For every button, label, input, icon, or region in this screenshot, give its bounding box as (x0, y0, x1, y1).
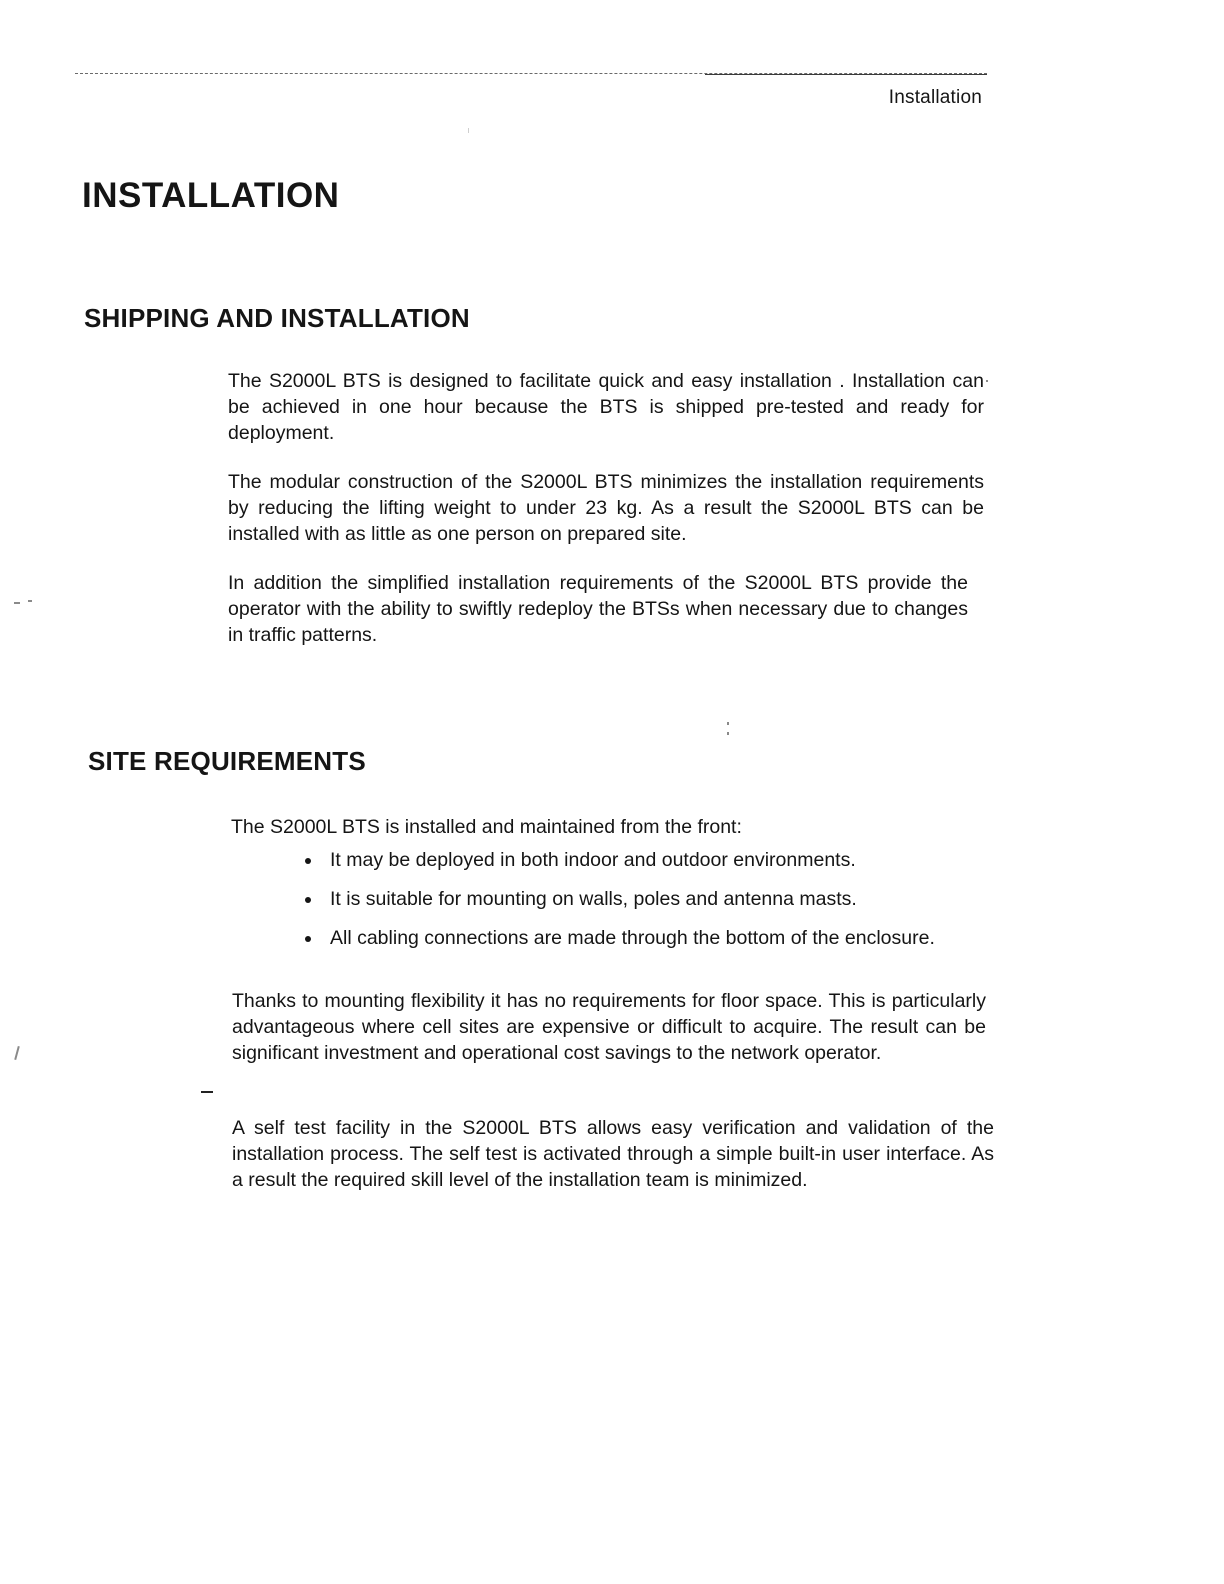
site-requirements-paragraph-2: A self test facility in the S2000L BTS allows easy verification and validation of the installation process. The self test is activated through a simple built-in user interface. As a result the required skill level of the installation team is minimized. (232, 1117, 994, 1191)
scan-speck (727, 722, 729, 725)
list-item-text: It is suitable for mounting on walls, poles and antenna masts. (330, 888, 857, 910)
list-item (302, 847, 990, 873)
running-head: Installation (888, 87, 982, 108)
list-item (302, 925, 990, 951)
shipping-paragraph-3: In addition the simplified installation requirements of the S2000L BTS provide the operator with the ability to swiftly redeploy the BTSs when necessary due to changes in traffic patterns. (228, 572, 968, 646)
margin-change-mark (201, 1091, 213, 1093)
bullet-icon (305, 936, 311, 942)
bullet-icon (305, 858, 311, 864)
scan-speck (727, 732, 729, 735)
page-title: INSTALLATION (82, 176, 340, 215)
scan-speck (14, 602, 20, 604)
header-rule-right (705, 74, 987, 75)
scan-speck (468, 128, 469, 133)
shipping-paragraph-2: The modular construction of the S2000L BTS minimizes the installation requirements by reducing the lifting weight to under 23 kg. As a result the S2000L BTS can be installed with as little as one person on prepared site. (228, 471, 984, 545)
section-heading-shipping: SHIPPING AND INSTALLATION (84, 303, 470, 333)
list-item-text: It may be deployed in both indoor and outdoor environments. (330, 849, 856, 871)
scan-speck (14, 1046, 20, 1060)
site-requirements-list (302, 847, 990, 964)
shipping-paragraph-1: The S2000L BTS is designed to facilitate quick and easy installation . Installation can be achieved in one hour because the BTS is shipped pre-tested and ready for deployment. (228, 370, 984, 444)
scan-speck (28, 600, 32, 602)
site-requirements-intro: The S2000L BTS is installed and maintained from the front: (231, 816, 742, 838)
scan-speck (986, 380, 988, 382)
list-item-text: All cabling connections are made through the bottom of the enclosure. (330, 927, 935, 949)
bullet-icon (305, 897, 311, 903)
section-heading-site-requirements: SITE REQUIREMENTS (88, 746, 366, 776)
site-requirements-paragraph-1: Thanks to mounting flexibility it has no requirements for floor space. This is particularly advantageous where cell sites are expensive or difficult to acquire. The result can be significant investment and operational cost savings to the network operator. (232, 990, 986, 1064)
list-item (302, 886, 990, 912)
